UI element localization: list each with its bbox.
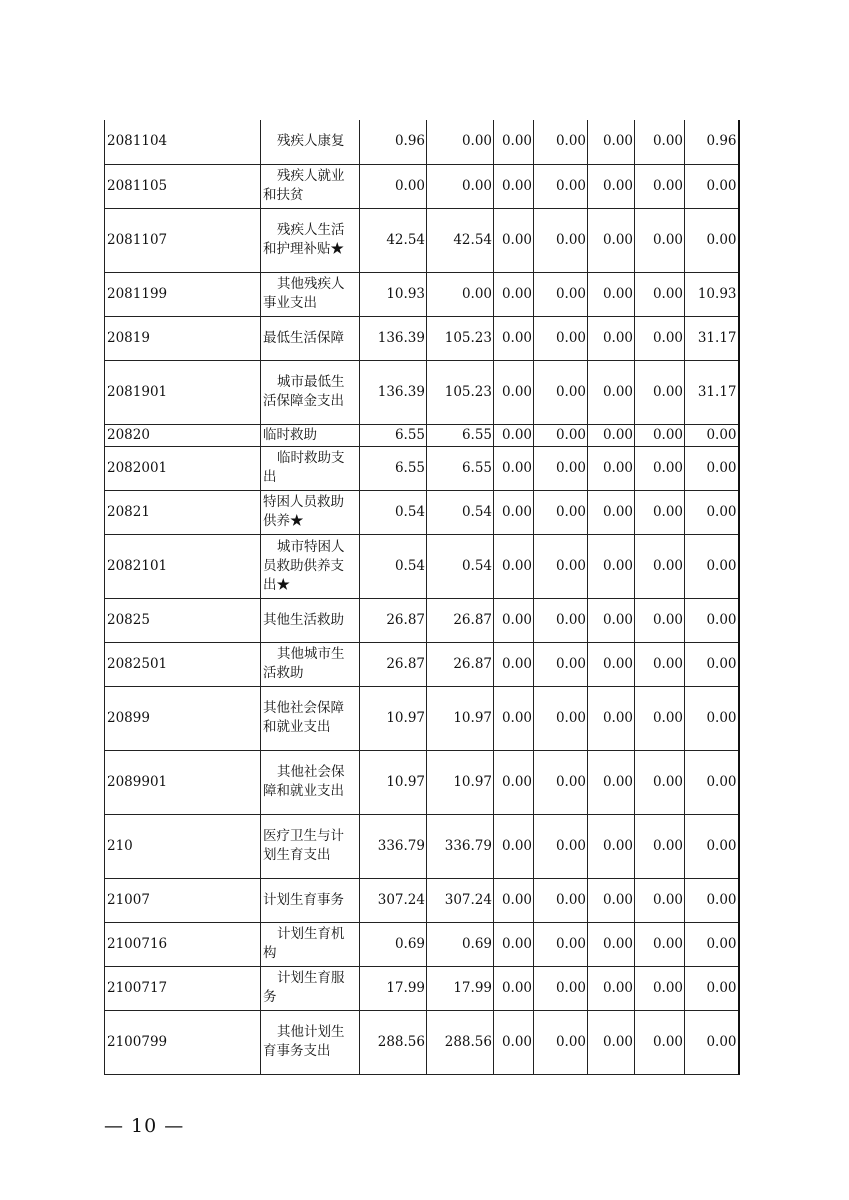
row-value-cell: 0.00 — [588, 316, 635, 360]
row-value-cell: 0.00 — [534, 750, 588, 814]
row-name-cell: 医疗卫生与计划生育支出 — [261, 814, 360, 878]
row-value-cell: 0.00 — [588, 922, 635, 966]
row-value-cell: 10.97 — [360, 750, 427, 814]
row-value-cell: 0.00 — [427, 120, 494, 164]
row-code-cell: 2100799 — [105, 1010, 261, 1074]
row-value-cell: 26.87 — [427, 642, 494, 686]
row-value-cell: 105.23 — [427, 316, 494, 360]
table-row — [105, 534, 739, 598]
row-value-cell: 0.00 — [494, 686, 534, 750]
row-value-cell: 0.00 — [685, 750, 739, 814]
row-value-cell: 0.00 — [635, 534, 685, 598]
row-value-cell: 0.00 — [588, 490, 635, 534]
row-name-cell: 临时救助支出 — [261, 446, 360, 490]
row-value-cell: 0.54 — [427, 534, 494, 598]
row-value-cell: 6.55 — [427, 446, 494, 490]
row-name-cell: 临时救助 — [261, 424, 360, 446]
row-value-cell: 0.00 — [534, 966, 588, 1010]
row-value-cell: 6.55 — [360, 446, 427, 490]
row-value-cell: 42.54 — [360, 208, 427, 272]
row-value-cell: 0.00 — [534, 878, 588, 922]
table-row — [105, 446, 739, 490]
row-value-cell: 0.00 — [685, 1010, 739, 1074]
row-value-cell: 0.00 — [635, 878, 685, 922]
row-value-cell: 336.79 — [360, 814, 427, 878]
row-name-cell: 其他生活救助 — [261, 598, 360, 642]
row-name-cell: 其他社会保障和就业支出 — [261, 686, 360, 750]
row-name-cell: 最低生活保障 — [261, 316, 360, 360]
row-value-cell: 307.24 — [360, 878, 427, 922]
row-value-cell: 10.93 — [360, 272, 427, 316]
row-name-cell: 城市最低生活保障金支出 — [261, 360, 360, 424]
row-value-cell: 0.00 — [494, 164, 534, 208]
row-value-cell: 0.00 — [534, 208, 588, 272]
row-value-cell: 0.00 — [635, 814, 685, 878]
row-value-cell: 336.79 — [427, 814, 494, 878]
row-code-cell: 210 — [105, 814, 261, 878]
row-value-cell: 0.00 — [534, 922, 588, 966]
row-value-cell: 10.97 — [427, 750, 494, 814]
row-value-cell: 0.00 — [635, 120, 685, 164]
row-code-cell: 2081104 — [105, 120, 261, 164]
row-value-cell: 31.17 — [685, 360, 739, 424]
row-value-cell: 17.99 — [360, 966, 427, 1010]
row-code-cell: 2082501 — [105, 642, 261, 686]
row-value-cell: 0.00 — [685, 922, 739, 966]
row-value-cell: 0.00 — [494, 750, 534, 814]
row-name-cell: 残疾人生活和护理补贴★ — [261, 208, 360, 272]
row-value-cell: 0.00 — [534, 446, 588, 490]
row-value-cell: 0.00 — [534, 534, 588, 598]
row-value-cell: 0.00 — [588, 120, 635, 164]
row-code-cell: 2081105 — [105, 164, 261, 208]
row-code-cell: 20820 — [105, 424, 261, 446]
row-value-cell: 0.00 — [635, 490, 685, 534]
row-value-cell: 0.00 — [635, 686, 685, 750]
row-value-cell: 0.69 — [427, 922, 494, 966]
row-value-cell: 0.00 — [494, 272, 534, 316]
row-code-cell: 2089901 — [105, 750, 261, 814]
row-value-cell: 0.00 — [635, 598, 685, 642]
row-value-cell: 0.00 — [685, 164, 739, 208]
row-value-cell: 0.00 — [494, 208, 534, 272]
row-value-cell: 0.00 — [534, 316, 588, 360]
table-row — [105, 316, 739, 360]
row-value-cell: 0.00 — [534, 424, 588, 446]
table-row — [105, 878, 739, 922]
row-value-cell: 0.00 — [494, 446, 534, 490]
row-value-cell: 0.00 — [427, 272, 494, 316]
row-code-cell: 2081199 — [105, 272, 261, 316]
table-row — [105, 922, 739, 966]
row-code-cell: 2082101 — [105, 534, 261, 598]
row-name-cell: 计划生育服务 — [261, 966, 360, 1010]
row-value-cell: 0.54 — [360, 534, 427, 598]
row-value-cell: 0.00 — [635, 1010, 685, 1074]
row-value-cell: 0.00 — [588, 208, 635, 272]
row-value-cell: 0.54 — [360, 490, 427, 534]
row-value-cell: 10.97 — [360, 686, 427, 750]
row-code-cell: 20819 — [105, 316, 261, 360]
row-value-cell: 0.69 — [360, 922, 427, 966]
row-value-cell: 0.00 — [635, 642, 685, 686]
row-value-cell: 0.00 — [534, 598, 588, 642]
row-name-cell: 计划生育事务 — [261, 878, 360, 922]
table-row — [105, 1010, 739, 1074]
row-value-cell: 10.93 — [685, 272, 739, 316]
table-row — [105, 120, 739, 164]
row-value-cell: 0.00 — [685, 878, 739, 922]
row-value-cell: 0.00 — [534, 164, 588, 208]
row-value-cell: 0.00 — [635, 164, 685, 208]
row-value-cell: 0.00 — [494, 1010, 534, 1074]
row-value-cell: 0.00 — [494, 534, 534, 598]
row-value-cell: 0.00 — [494, 490, 534, 534]
row-value-cell: 0.00 — [635, 966, 685, 1010]
row-value-cell: 0.00 — [588, 966, 635, 1010]
row-value-cell: 0.00 — [534, 490, 588, 534]
row-code-cell: 2082001 — [105, 446, 261, 490]
table-row — [105, 360, 739, 424]
row-value-cell: 136.39 — [360, 360, 427, 424]
row-code-cell: 20899 — [105, 686, 261, 750]
row-value-cell: 0.00 — [588, 598, 635, 642]
row-value-cell: 26.87 — [427, 598, 494, 642]
row-name-cell: 其他残疾人事业支出 — [261, 272, 360, 316]
row-value-cell: 0.00 — [588, 814, 635, 878]
table-row — [105, 750, 739, 814]
row-value-cell: 0.00 — [534, 120, 588, 164]
row-code-cell: 2100717 — [105, 966, 261, 1010]
row-value-cell: 0.00 — [685, 642, 739, 686]
row-value-cell: 0.00 — [685, 814, 739, 878]
row-value-cell: 42.54 — [427, 208, 494, 272]
row-value-cell: 0.00 — [588, 272, 635, 316]
row-code-cell: 2081901 — [105, 360, 261, 424]
row-value-cell: 0.00 — [494, 120, 534, 164]
row-value-cell: 10.97 — [427, 686, 494, 750]
row-value-cell: 0.00 — [685, 490, 739, 534]
row-name-cell: 残疾人康复 — [261, 120, 360, 164]
row-value-cell: 0.00 — [360, 164, 427, 208]
row-value-cell: 0.00 — [635, 208, 685, 272]
row-value-cell: 0.00 — [685, 966, 739, 1010]
row-value-cell: 0.00 — [494, 814, 534, 878]
row-name-cell: 其他城市生活救助 — [261, 642, 360, 686]
row-value-cell: 0.00 — [534, 686, 588, 750]
row-value-cell: 0.00 — [534, 360, 588, 424]
table-body — [105, 120, 739, 1074]
row-value-cell: 0.00 — [588, 446, 635, 490]
row-value-cell: 0.00 — [635, 750, 685, 814]
row-value-cell: 26.87 — [360, 642, 427, 686]
table-row — [105, 598, 739, 642]
row-value-cell: 307.24 — [427, 878, 494, 922]
row-value-cell: 0.00 — [588, 642, 635, 686]
row-name-cell: 其他计划生育事务支出 — [261, 1010, 360, 1074]
budget-table-container — [104, 120, 738, 1075]
row-value-cell: 0.00 — [494, 424, 534, 446]
row-code-cell: 2100716 — [105, 922, 261, 966]
row-name-cell: 其他社会保障和就业支出 — [261, 750, 360, 814]
row-value-cell: 0.96 — [685, 120, 739, 164]
row-value-cell: 0.00 — [534, 642, 588, 686]
row-value-cell: 0.00 — [588, 750, 635, 814]
row-value-cell: 0.00 — [635, 424, 685, 446]
row-value-cell: 0.00 — [494, 598, 534, 642]
table-row — [105, 814, 739, 878]
row-value-cell: 0.00 — [494, 642, 534, 686]
row-value-cell: 31.17 — [685, 316, 739, 360]
table-row — [105, 272, 739, 316]
table-row — [105, 966, 739, 1010]
table-row — [105, 490, 739, 534]
row-name-cell: 计划生育机构 — [261, 922, 360, 966]
row-value-cell: 0.00 — [685, 686, 739, 750]
table-row — [105, 164, 739, 208]
row-value-cell: 0.00 — [635, 446, 685, 490]
table-row — [105, 686, 739, 750]
row-value-cell: 0.00 — [685, 598, 739, 642]
row-value-cell: 0.00 — [494, 878, 534, 922]
row-value-cell: 0.00 — [588, 878, 635, 922]
row-value-cell: 0.00 — [534, 272, 588, 316]
row-value-cell: 0.00 — [588, 534, 635, 598]
row-code-cell: 20825 — [105, 598, 261, 642]
budget-table — [104, 120, 740, 1075]
row-value-cell: 0.00 — [494, 360, 534, 424]
row-value-cell: 0.00 — [635, 922, 685, 966]
row-value-cell: 26.87 — [360, 598, 427, 642]
row-value-cell: 0.00 — [685, 446, 739, 490]
row-value-cell: 0.00 — [685, 424, 739, 446]
row-value-cell: 0.00 — [685, 208, 739, 272]
row-value-cell: 17.99 — [427, 966, 494, 1010]
row-value-cell: 0.54 — [427, 490, 494, 534]
row-value-cell: 0.00 — [494, 922, 534, 966]
row-value-cell: 0.00 — [588, 164, 635, 208]
row-value-cell: 288.56 — [427, 1010, 494, 1074]
row-name-cell: 城市特困人员救助供养支出★ — [261, 534, 360, 598]
row-value-cell: 0.00 — [635, 360, 685, 424]
row-code-cell: 21007 — [105, 878, 261, 922]
row-value-cell: 0.00 — [635, 272, 685, 316]
row-value-cell: 105.23 — [427, 360, 494, 424]
row-value-cell: 0.00 — [635, 316, 685, 360]
row-value-cell: 0.00 — [588, 424, 635, 446]
row-value-cell: 0.00 — [534, 814, 588, 878]
table-row — [105, 424, 739, 446]
row-value-cell: 6.55 — [427, 424, 494, 446]
page-number: — 10 — — [104, 1115, 185, 1137]
table-row — [105, 642, 739, 686]
row-name-cell: 特困人员救助供养★ — [261, 490, 360, 534]
row-value-cell: 136.39 — [360, 316, 427, 360]
row-value-cell: 0.96 — [360, 120, 427, 164]
row-code-cell: 2081107 — [105, 208, 261, 272]
row-name-cell: 残疾人就业和扶贫 — [261, 164, 360, 208]
row-value-cell: 0.00 — [494, 316, 534, 360]
row-value-cell: 0.00 — [534, 1010, 588, 1074]
row-value-cell: 0.00 — [588, 686, 635, 750]
row-value-cell: 0.00 — [685, 534, 739, 598]
row-value-cell: 0.00 — [588, 1010, 635, 1074]
row-value-cell: 0.00 — [427, 164, 494, 208]
row-value-cell: 6.55 — [360, 424, 427, 446]
row-value-cell: 0.00 — [494, 966, 534, 1010]
row-code-cell: 20821 — [105, 490, 261, 534]
row-value-cell: 288.56 — [360, 1010, 427, 1074]
table-row — [105, 208, 739, 272]
row-value-cell: 0.00 — [588, 360, 635, 424]
